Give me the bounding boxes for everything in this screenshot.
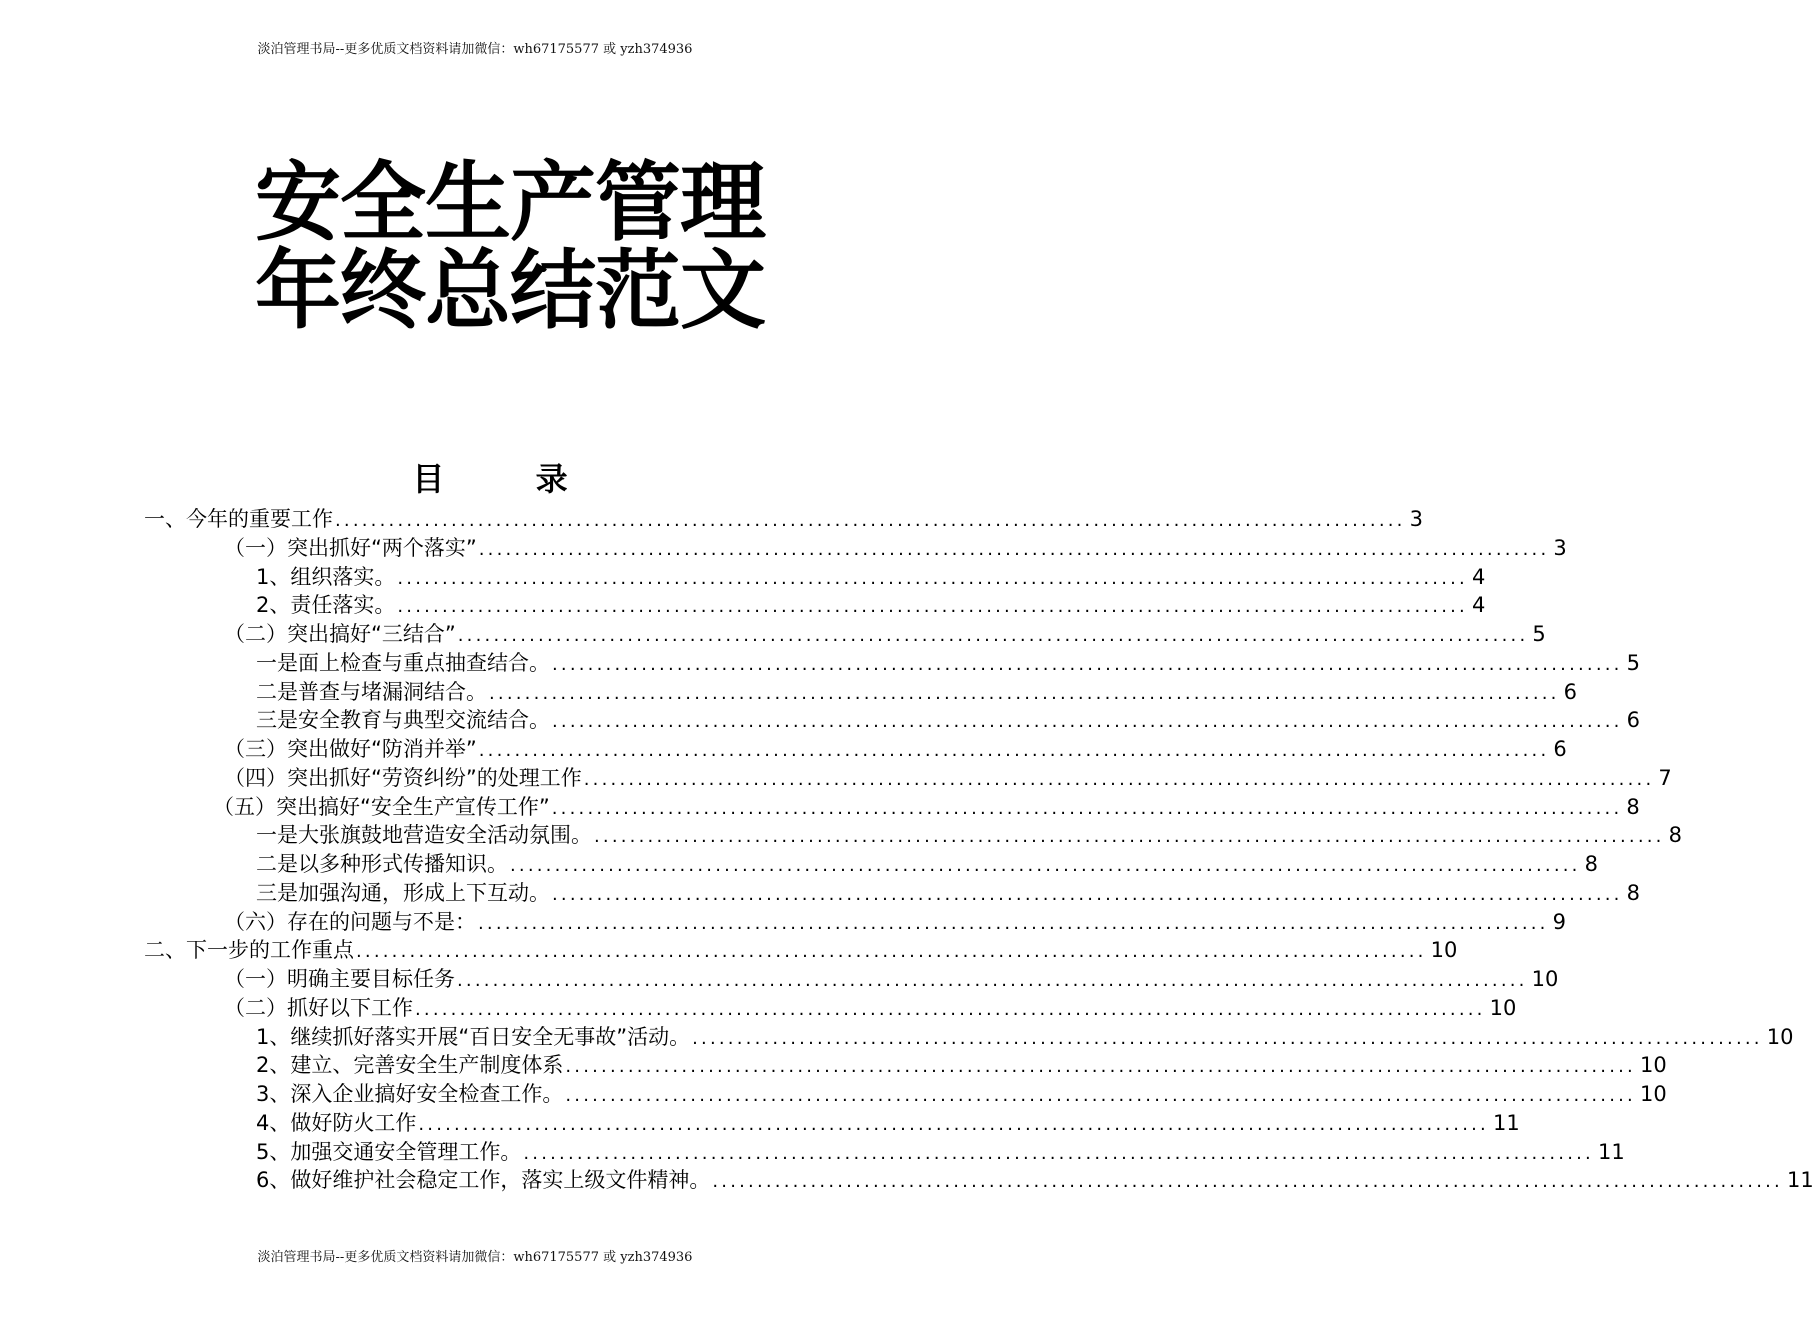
toc-entry-line	[256, 649, 1640, 680]
toc-entry-line	[224, 908, 1566, 939]
toc-entry-line	[144, 936, 1458, 967]
table-of-contents	[0, 505, 1814, 1195]
toc-entry-line	[256, 1080, 1667, 1111]
toc-entry-label: 2、建立、完善安全生产制度体系	[256, 1051, 563, 1080]
toc-entry-line	[224, 735, 1567, 766]
toc-entry-line	[256, 1138, 1625, 1169]
toc-entry[interactable]	[0, 1080, 1667, 1109]
toc-entry-line	[256, 1109, 1520, 1140]
toc-entry-label: （二）抓好以下工作	[224, 994, 413, 1023]
toc-entry-line	[256, 850, 1598, 881]
toc-dot-leader: ........................................................................................................................	[712, 1171, 1783, 1193]
toc-dot-leader: ........................................................................................................................	[335, 510, 1406, 531]
toc-dot-leader: ........................................................................................................................	[552, 653, 1623, 675]
toc-dot-leader: ........................................................................................................................	[594, 826, 1665, 848]
toc-entry[interactable]	[0, 1023, 1794, 1052]
toc-dot-leader: ........................................................................................................................	[489, 682, 1560, 704]
toc-dot-leader: ........................................................................................................................	[552, 711, 1623, 733]
toc-entry-label: （六）存在的问题与不是：	[224, 908, 476, 937]
toc-dot-leader: ........................................................................................................................	[356, 941, 1427, 963]
toc-entry[interactable]	[0, 620, 1546, 649]
toc-page-number: 7	[1658, 765, 1672, 790]
toc-page-number: 11	[1786, 1168, 1814, 1193]
toc-dot-leader: ........................................................................................................................	[397, 567, 1468, 589]
toc-entry-line	[256, 706, 1640, 737]
toc-entry-label: （五）突出搞好“安全生产宣传工作”	[213, 793, 550, 822]
toc-entry-label: 二是普查与堵漏洞结合。	[256, 678, 487, 707]
toc-entry-label: 三是加强沟通，形成上下互动。	[256, 879, 550, 908]
toc-entry[interactable]	[0, 764, 1672, 793]
toc-entry[interactable]	[0, 563, 1486, 592]
toc-entry-line	[256, 1051, 1667, 1082]
toc-page-number: 10	[1489, 995, 1517, 1020]
toc-page-number: 6	[1563, 679, 1577, 704]
toc-entry-label: 二、下一步的工作重点	[144, 936, 354, 965]
toc-dot-leader: ........................................................................................................................	[551, 797, 1623, 819]
toc-page-number: 8	[1626, 880, 1640, 905]
toc-entry-label: 1、组织落实。	[256, 563, 395, 592]
toc-entry[interactable]	[0, 1051, 1667, 1080]
toc-dot-leader: ........................................................................................................................	[418, 1113, 1489, 1135]
toc-dot-leader: ........................................................................................................................	[397, 596, 1468, 618]
toc-dot-leader: ........................................................................................................................	[478, 912, 1549, 934]
toc-dot-leader: ........................................................................................................................	[415, 998, 1486, 1020]
toc-dot-leader: ........................................................................................................................	[457, 625, 1529, 646]
toc-entry[interactable]	[0, 706, 1640, 735]
toc-page-number: 4	[1471, 564, 1486, 589]
toc-entry-line	[256, 563, 1486, 594]
toc-dot-leader: ........................................................................................................................	[565, 1085, 1636, 1106]
toc-entry-label: （一）突出抓好“两个落实”	[224, 534, 477, 563]
toc-entry-line	[224, 965, 1559, 996]
toc-entry-line	[213, 793, 1640, 824]
toc-entry[interactable]	[0, 994, 1517, 1023]
toc-dot-leader: ........................................................................................................................	[523, 1142, 1594, 1164]
toc-dot-leader: ........................................................................................................................	[478, 740, 1550, 761]
toc-dot-leader: ........................................................................................................................	[692, 1027, 1763, 1049]
toc-entry[interactable]	[0, 591, 1486, 620]
toc-entry[interactable]	[0, 1109, 1520, 1138]
toc-entry-label: 3、深入企业搞好安全检查工作。	[256, 1080, 563, 1109]
toc-page-number: 11	[1597, 1139, 1625, 1164]
toc-entry-line	[256, 1023, 1794, 1054]
header-watermark: 淡泊管理书局--更多优质文档资料请加微信：wh67175577 或 yzh374936	[257, 42, 693, 57]
toc-entry[interactable]	[0, 1166, 1814, 1195]
toc-entry[interactable]	[0, 936, 1458, 965]
toc-entry[interactable]	[0, 965, 1559, 994]
toc-entry[interactable]	[0, 649, 1640, 678]
toc-entry[interactable]	[0, 534, 1567, 563]
toc-entry-line	[224, 994, 1517, 1025]
toc-dot-leader: ........................................................................................................................	[552, 883, 1623, 905]
toc-page-number: 9	[1552, 909, 1566, 934]
toc-entry[interactable]	[0, 850, 1598, 879]
toc-page-number: 4	[1471, 593, 1486, 618]
toc-entry-label: 5、加强交通安全管理工作。	[256, 1138, 521, 1167]
toc-page-number: 5	[1532, 622, 1546, 646]
toc-entry[interactable]	[0, 879, 1640, 908]
toc-entry-label: 二是以多种形式传播知识。	[256, 850, 508, 879]
toc-page-number: 6	[1553, 737, 1567, 761]
toc-dot-leader: ........................................................................................................................	[583, 768, 1655, 790]
toc-entry[interactable]	[0, 505, 1423, 534]
toc-entry-line	[224, 764, 1672, 795]
toc-entry-label: （一）明确主要目标任务	[224, 965, 455, 994]
toc-entry-line	[256, 591, 1486, 622]
toc-entry-label: 1、继续抓好落实开展“百日安全无事故”活动。	[256, 1023, 690, 1052]
toc-entry[interactable]	[0, 1138, 1625, 1167]
toc-entry-label: （三）突出做好“防消并举”	[224, 735, 477, 764]
toc-entry-label: 4、做好防火工作	[256, 1109, 416, 1138]
toc-page-number: 10	[1531, 967, 1559, 991]
toc-page-number: 3	[1409, 507, 1423, 531]
toc-entry-line	[224, 620, 1546, 651]
toc-entry-line	[144, 505, 1423, 536]
toc-entry-label: 2、责任落实。	[256, 591, 395, 620]
toc-entry[interactable]	[0, 821, 1682, 850]
toc-entry-label: 一是面上检查与重点抽查结合。	[256, 649, 550, 678]
toc-dot-leader: ........................................................................................................................	[457, 970, 1528, 991]
toc-entry-label: 一是大张旗鼓地营造安全活动氛围。	[256, 821, 592, 850]
document-title-line-2: 年终总结范文	[255, 241, 765, 341]
toc-page-number: 10	[1430, 938, 1458, 963]
toc-page-number: 8	[1584, 852, 1598, 876]
toc-entry[interactable]	[0, 908, 1566, 937]
toc-page-number: 3	[1553, 535, 1567, 560]
toc-page-number: 6	[1626, 708, 1640, 733]
toc-entry[interactable]	[0, 735, 1567, 764]
toc-entry-line	[256, 678, 1577, 709]
toc-page-number: 10	[1639, 1053, 1667, 1078]
toc-dot-leader: ........................................................................................................................	[565, 1056, 1636, 1078]
toc-entry-line	[224, 534, 1567, 565]
toc-dot-leader: ........................................................................................................................	[510, 855, 1581, 876]
toc-entry-label: 一、今年的重要工作	[144, 505, 333, 534]
toc-entry-label: （四）突出抓好“劳资纠纷”的处理工作	[224, 764, 582, 793]
toc-page-number: 5	[1626, 650, 1640, 675]
toc-entry-line	[256, 879, 1640, 910]
toc-heading: 目 录	[412, 460, 608, 498]
toc-entry-label: （二）突出搞好“三结合”	[224, 620, 456, 649]
toc-entry[interactable]	[0, 678, 1577, 707]
toc-entry-label: 三是安全教育与典型交流结合。	[256, 706, 550, 735]
toc-dot-leader: ........................................................................................................................	[478, 538, 1550, 560]
toc-entry-line	[256, 821, 1682, 852]
document-title-line-1: 安全生产管理	[255, 153, 765, 253]
toc-entry-line	[256, 1166, 1814, 1197]
toc-entry-label: 6、做好维护社会稳定工作，落实上级文件精神。	[256, 1166, 710, 1195]
footer-watermark: 淡泊管理书局--更多优质文档资料请加微信：wh67175577 或 yzh374936	[257, 1250, 693, 1265]
toc-page-number: 10	[1766, 1024, 1794, 1049]
toc-page-number: 8	[1668, 823, 1682, 848]
toc-page-number: 11	[1492, 1110, 1520, 1135]
toc-entry[interactable]	[0, 793, 1640, 822]
toc-page-number: 8	[1626, 794, 1640, 819]
toc-page-number: 10	[1639, 1082, 1667, 1106]
